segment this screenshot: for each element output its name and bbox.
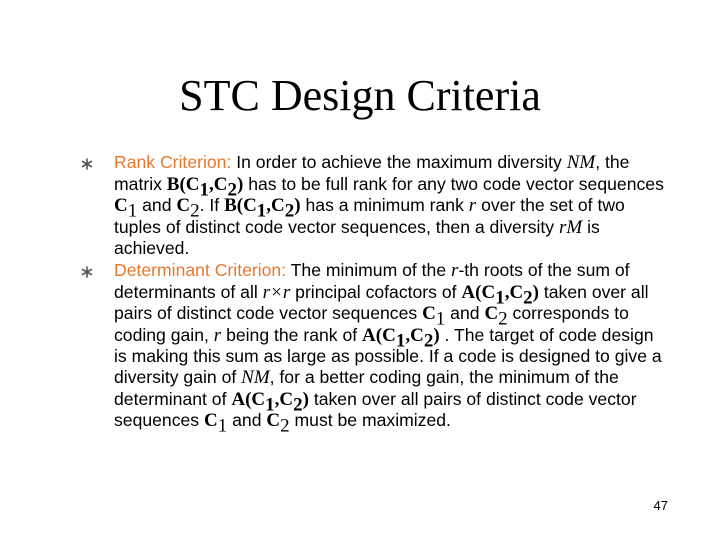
- math-bold: A(C: [362, 324, 396, 346]
- math-subscript: 1: [256, 200, 267, 222]
- text-run: , for a better coding gain, the minimum of the determinant of: [114, 366, 619, 409]
- math-bold: C: [204, 410, 218, 432]
- math-italic: r: [451, 259, 459, 281]
- bullet-rank-criterion: [78, 152, 668, 259]
- math-bold: C: [266, 410, 281, 432]
- text-run: . If: [199, 195, 225, 216]
- math-bold: ,C: [209, 173, 228, 195]
- bullet-list: [78, 152, 668, 437]
- text-run: . The target of code design is making this sum as large as possible. If a code is designed to give a diversity gain of: [114, 324, 662, 387]
- bullet-text: [114, 259, 662, 437]
- math-subscript: 1: [495, 286, 505, 308]
- math-subscript: 2: [498, 308, 508, 330]
- math-bold: B(C: [166, 173, 200, 195]
- asterisk-icon: [81, 158, 93, 170]
- math-subscript: 2: [293, 393, 303, 415]
- text-run: taken over all pairs of distinct code vector sequences: [114, 281, 649, 324]
- math-italic: r: [213, 324, 222, 346]
- text-run: -th roots of the sum of determinants of all: [114, 259, 630, 302]
- math-subscript: 2: [423, 330, 434, 352]
- math-subscript: 2: [227, 178, 237, 200]
- math-subscript: 1: [199, 178, 210, 200]
- bullet-label: Rank Criterion:: [114, 152, 232, 172]
- math-bold: ): [433, 324, 440, 346]
- text-run: being the rank of: [221, 324, 363, 345]
- math-bold: ): [302, 388, 309, 410]
- slide-title: STC Design Criteria: [179, 71, 541, 120]
- math-subscript: 1: [217, 415, 228, 437]
- text-run: is achieved.: [114, 216, 600, 259]
- math-subscript: 2: [280, 415, 290, 437]
- bullet-determinant-criterion: [78, 259, 668, 437]
- page-number: 47: [653, 498, 668, 513]
- text-run: corresponds to coding gain,: [114, 303, 629, 345]
- text-run: and: [137, 195, 177, 216]
- math-bold: A(C: [461, 281, 496, 303]
- math-subscript: 2: [190, 200, 200, 222]
- math-subscript: 1: [127, 200, 138, 222]
- math-bold: B(C: [224, 195, 257, 217]
- math-subscript: 1: [395, 330, 406, 352]
- text-run: must be maximized.: [289, 410, 451, 431]
- math-italic: NM: [241, 366, 270, 388]
- math-subscript: 1: [435, 308, 446, 330]
- asterisk-icon: [81, 266, 93, 278]
- math-bold: ): [237, 173, 244, 195]
- text-run: and: [227, 410, 267, 431]
- math-bold: ,C: [504, 281, 524, 303]
- math-bold: C: [114, 195, 128, 217]
- text-run: The minimum of the: [286, 259, 452, 280]
- text-run: , the matrix: [114, 152, 630, 194]
- math-bold: C: [176, 195, 191, 217]
- math-subscript: 2: [523, 286, 533, 308]
- math-bold: C: [484, 303, 499, 325]
- math-bold: C: [422, 303, 436, 325]
- text-run: taken over all pairs of distinct code vector sequences: [114, 388, 637, 431]
- math-subscript: 2: [284, 200, 295, 222]
- math-italic: r×r: [262, 281, 291, 303]
- math-italic: r: [468, 195, 477, 217]
- text-run: over the set of two tuples of distinct code vector sequences, then a diversity: [114, 195, 625, 237]
- text-run: has a minimum rank: [300, 195, 469, 216]
- math-bold: ,C: [274, 388, 294, 410]
- math-bold: A(C: [231, 388, 266, 410]
- math-bold: ,C: [266, 195, 285, 217]
- math-italic: rM: [558, 216, 583, 238]
- text-run: has to be full rank for any two code vector sequences: [243, 173, 664, 194]
- bullet-label: Determinant Criterion:: [114, 259, 287, 280]
- math-italic: NM: [566, 152, 596, 173]
- math-bold: ,C: [405, 324, 424, 346]
- math-bold: ): [294, 195, 301, 217]
- math-subscript: 1: [265, 393, 275, 415]
- text-run: principal cofactors of: [290, 281, 462, 302]
- text-run: and: [445, 303, 485, 324]
- math-bold: ): [532, 281, 539, 303]
- text-run: In order to achieve the maximum diversity: [231, 152, 567, 172]
